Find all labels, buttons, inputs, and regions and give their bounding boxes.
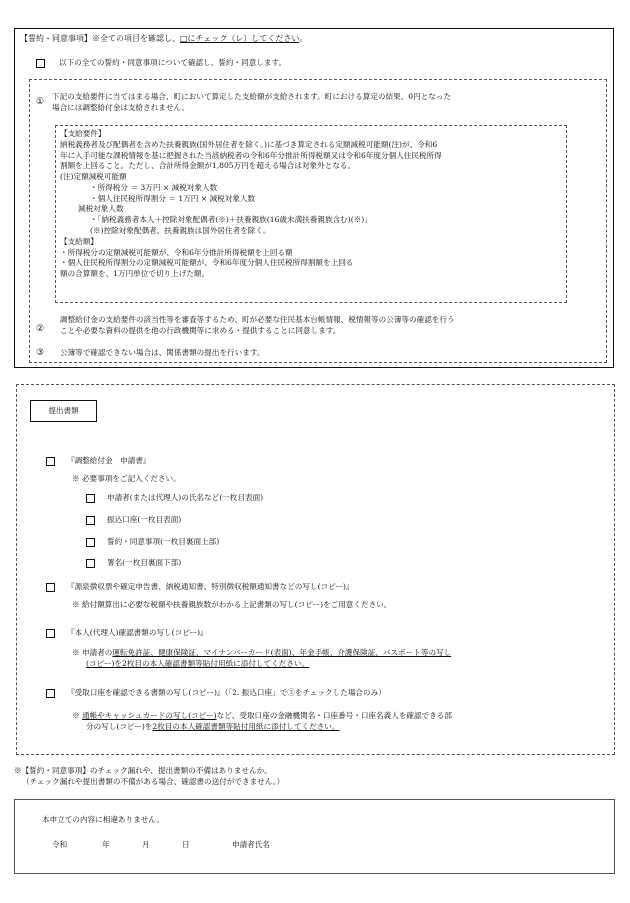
doc1-sub-label: 誓約・同意事項(一枚目裏面上部): [107, 537, 220, 546]
doc1-sub-checkbox[interactable]: [86, 538, 95, 547]
date-month[interactable]: 月: [142, 840, 150, 849]
item2-number: ②: [36, 324, 45, 334]
doc4-checkbox[interactable]: [46, 689, 55, 698]
doc1-title: 『調整給付金 申請書』: [67, 456, 151, 465]
doc4-title: 『受取口座を確認できる書類の写し(コピー)』（「2. 振込口座」で③をチェックした場合のみ）: [67, 688, 386, 697]
calc-line: ・個人住民税所得割分 ＝ 1万円 × 減税対象人数: [90, 193, 256, 203]
reminder: ※【誓約・同意事項】のチェック漏れや、提出書類の不備はありませんか。 （チェック漏れや提出書類の不備がある場合、確認書の送付ができません。）: [14, 766, 285, 786]
doc2-row[interactable]: [46, 582, 354, 593]
item2-text: 調整給付金の支給要件の該当性等を審査等するため、町が必要な住民基本台帳情報、税情報等の公簿等の確認を行う ことや必要な資料の提供を他の行政機関等に求める・提供することに同意します。: [60, 315, 455, 335]
documents-heading: 提出書類: [30, 400, 97, 422]
date-era: 令和: [52, 840, 68, 849]
calc-line: ・所得税分 ＝ 3万円 × 減税対象人数: [90, 182, 218, 192]
doc1-note: ※ 必要事項をご記入ください。: [72, 474, 181, 483]
doc1-sub-row[interactable]: [86, 537, 219, 548]
doc1-sub-checkbox[interactable]: [86, 494, 95, 503]
item1-text: 下記の支給要件に当てはまる場合、町において算定した支給額が支給されます。町における算定の結果、0円となった 場合には調整給付金は支給されません。: [52, 92, 452, 112]
all-agree-label: 以下の全ての誓約・同意事項について確認し、誓約・同意します。: [59, 58, 287, 67]
applicant-name-label: 申請者氏名: [232, 840, 270, 849]
doc1-sub-label: 振込口座(一枚目表面): [107, 515, 182, 524]
doc3-note: ※ 申請者の運転免許証、健康保険証、マイナンバーカード(表面)、年金手帳、介護保険証、パスポート等の写し (コピー)を2枚目の本人確認書類等貼付用紙に添付してください。: [72, 648, 452, 668]
count-formula: ・「納税義務者本人＋控除対象配偶者(※)＋扶養親族(16歳未満扶養親族含む)(※)」: [90, 215, 372, 225]
requirements-title: 【支給要件】: [60, 129, 106, 138]
item3-number: ③: [36, 348, 45, 358]
declaration-section: [14, 799, 615, 874]
declaration-statement: 本申立ての内容に相違ありません。: [42, 815, 164, 824]
note-title: (注)定額減税可能額: [60, 172, 127, 182]
doc3-title: 『本人(代理人)確認書類の写し(コピー)』: [67, 628, 208, 637]
doc2-checkbox[interactable]: [46, 583, 55, 592]
requirements-line: 年に入手可能な課税情報を基に把握された当該納税者の令和6年分推計所得税額又は令和6年度分個人住民税所得: [60, 150, 442, 160]
documents-section: [16, 384, 615, 755]
doc1-sub-checkbox[interactable]: [86, 516, 95, 525]
item1-number: ①: [36, 97, 45, 107]
requirements-line: 納税義務者及び配偶者を含めた扶養親族(国外居住者を除く。)に基づき算定される定額減税可能額(注)が、令和6: [60, 139, 438, 149]
all-agree-row[interactable]: [36, 58, 286, 69]
doc1-checkbox[interactable]: [46, 457, 55, 466]
declaration-date-row: [52, 840, 352, 851]
doc1-sub-row[interactable]: [86, 493, 263, 504]
doc1-row[interactable]: [46, 456, 151, 467]
amount-line: ・所得税分の定額減税可能額が、令和6年分推計所得税額を上回る額: [60, 247, 293, 257]
date-day[interactable]: 日: [182, 840, 190, 849]
all-agree-checkbox[interactable]: [36, 59, 45, 68]
doc2-title: 『源泉徴収票や確定申告書、納税通知書、特別徴収税額通知書などの写し(コピー)』: [67, 582, 354, 591]
item3-text: 公簿等で確認できない場合は、関係書類の提出を行います。: [60, 348, 265, 357]
doc1-sub-row[interactable]: [86, 515, 181, 526]
doc1-sub-label: 署名(一枚目裏面下部): [107, 558, 182, 567]
count-title: 減税対象人数: [78, 204, 124, 214]
date-year[interactable]: 年: [102, 840, 110, 849]
doc3-row[interactable]: [46, 628, 208, 639]
doc1-sub-label: 申請者(または代理人)の氏名など(一枚目表面): [107, 493, 264, 502]
doc1-sub-row[interactable]: [86, 558, 181, 569]
requirements-content: [60, 129, 565, 280]
doc2-note: ※ 給付額算出に必要な税額や扶養親族数がわかる上記書類の写し(コピー)をご用意ください。: [72, 600, 392, 609]
requirements-line: 割額を上回ること。ただし、合計所得金額が1,805万円を超える場合は対象外となる。: [60, 161, 356, 171]
amount-line: ・個人住民税所得割分の定額減税可能額が、令和6年度分個人住民税所得割額を上回る: [60, 258, 354, 268]
doc1-sub-checkbox[interactable]: [86, 559, 95, 568]
consent-heading: 【誓約・同意事項】※全ての項目を確認し、□にチェック（レ）してください。: [20, 34, 308, 43]
amount-title: 【支給額】: [60, 236, 98, 246]
amount-line: 額の合算額を、1万円単位で切り上げた額。: [60, 269, 210, 279]
doc4-note: ※ 通帳やキャッシュカードの写し(コピー)など、受取口座の金融機関名・口座番号・口座名義人を確認できる部 分の写し(コピー)を2枚目の本人確認書類等貼付用紙に添付してください。: [72, 711, 452, 731]
doc3-checkbox[interactable]: [46, 629, 55, 638]
count-note: (※)控除対象配偶者、扶養親族は国外居住者を除く。: [90, 226, 271, 236]
doc4-row[interactable]: [46, 688, 386, 699]
